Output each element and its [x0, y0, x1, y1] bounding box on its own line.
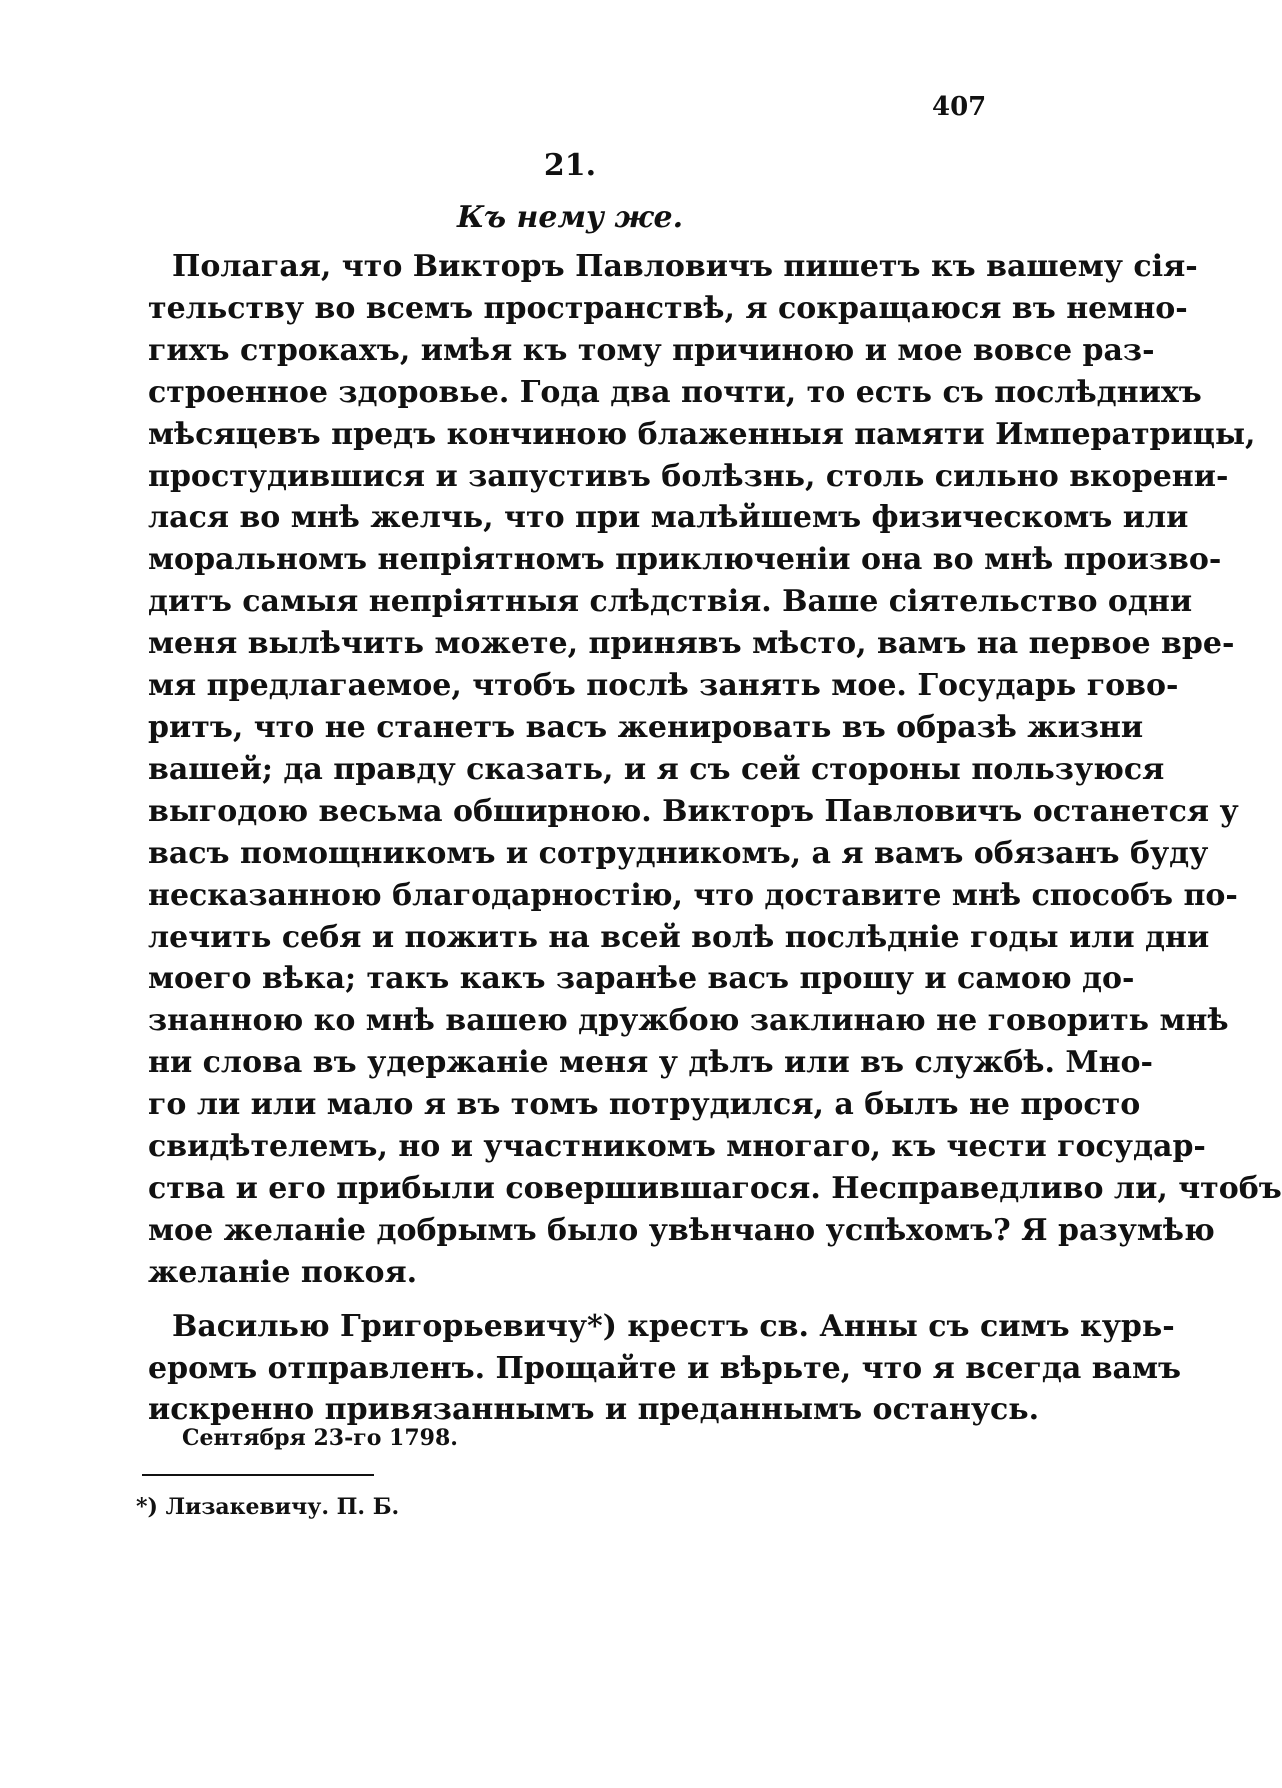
text-line: ритъ, что не станетъ васъ женировать въ образѣ жизни	[148, 709, 1144, 745]
text-line: еромъ отправленъ. Прощайте и вѣрьте, что я всегда вамъ	[148, 1350, 1182, 1386]
letter-date: Сентября 23-го 1798.	[182, 1425, 458, 1451]
text-line: го ли или мало я въ томъ потрудился, а былъ не просто	[148, 1087, 1141, 1123]
text-line: Полагая, что Викторъ Павловичъ пишетъ къ вашему сія-	[172, 249, 1198, 284]
text-line: свидѣтелемъ, но и участникомъ многаго, къ чести государ-	[148, 1129, 1206, 1165]
paragraph-gap	[148, 1294, 968, 1306]
text-line: лечить себя и пожить на всей волѣ послѣдніе годы или дни	[148, 919, 1210, 955]
text-line: моего вѣка; такъ какъ заранѣе васъ прошу и самою до-	[148, 961, 1135, 997]
letter-number: 21.	[543, 148, 597, 183]
text-line: знанною ко мнѣ вашею дружбою заклинаю не говорить мнѣ	[148, 1003, 1229, 1039]
text-line: ства и его прибыли совершившагося. Несправедливо ли, чтобъ	[148, 1170, 1282, 1206]
text-line: гихъ строкахъ, имѣя къ тому причиною и мое вовсе раз-	[148, 332, 1155, 368]
page-number: 407	[932, 92, 987, 122]
footnote: *) Лизакевичу. П. Б.	[136, 1494, 400, 1520]
text-line: меня вылѣчить можете, принявъ мѣсто, вамъ на первое вре-	[148, 626, 1235, 662]
text-line: васъ помощникомъ и сотрудникомъ, а я вамъ обязанъ буду	[148, 835, 1209, 871]
text-line: ни слова въ удержаніе меня у дѣлъ или въ службѣ. Мно-	[148, 1045, 1153, 1081]
text-line: мя предлагаемое, чтобъ послѣ занять мое. Государь гово-	[148, 668, 1179, 704]
text-line: тельству во всемъ пространствѣ, я сокращаюся въ немно-	[148, 290, 1188, 326]
text-line: вашей; да правду сказать, и я съ сей стороны пользуюся	[148, 751, 1165, 787]
text-line: простудившися и запустивъ болѣзнь, столь сильно вкорени-	[148, 458, 1229, 494]
text-line: дитъ самыя непріятныя слѣдствія. Ваше сіятельство одни	[148, 584, 1193, 620]
text-line: моральномъ непріятномъ приключеніи она во мнѣ произво-	[148, 542, 1222, 578]
text-line: мое желаніе добрымъ было увѣнчано успѣхомъ? Я разумѣю	[148, 1212, 1215, 1248]
text-line: строенное здоровье. Года два почти, то есть съ послѣднихъ	[148, 374, 1202, 410]
text-line: искренно привязаннымъ и преданнымъ останусь.	[148, 1392, 1040, 1428]
text-line: желаніе покоя.	[148, 1254, 418, 1290]
letter-body	[148, 246, 1282, 1431]
text-line: лася во мнѣ желчь, что при малѣйшемъ физическомъ или	[148, 500, 1189, 536]
text-line: мѣсяцевъ предъ кончиною блаженныя памяти Императрицы,	[148, 416, 1256, 452]
letter-heading: Къ нему же.	[456, 200, 684, 235]
footnote-divider	[142, 1474, 374, 1476]
text-line: несказанною благодарностію, что доставите мнѣ способъ по-	[148, 877, 1238, 913]
text-line: выгодою весьма обширною. Викторъ Павловичъ останется у	[148, 793, 1239, 829]
text-line: Василью Григорьевичу*) крестъ св. Анны съ симъ курь-	[172, 1308, 1175, 1344]
